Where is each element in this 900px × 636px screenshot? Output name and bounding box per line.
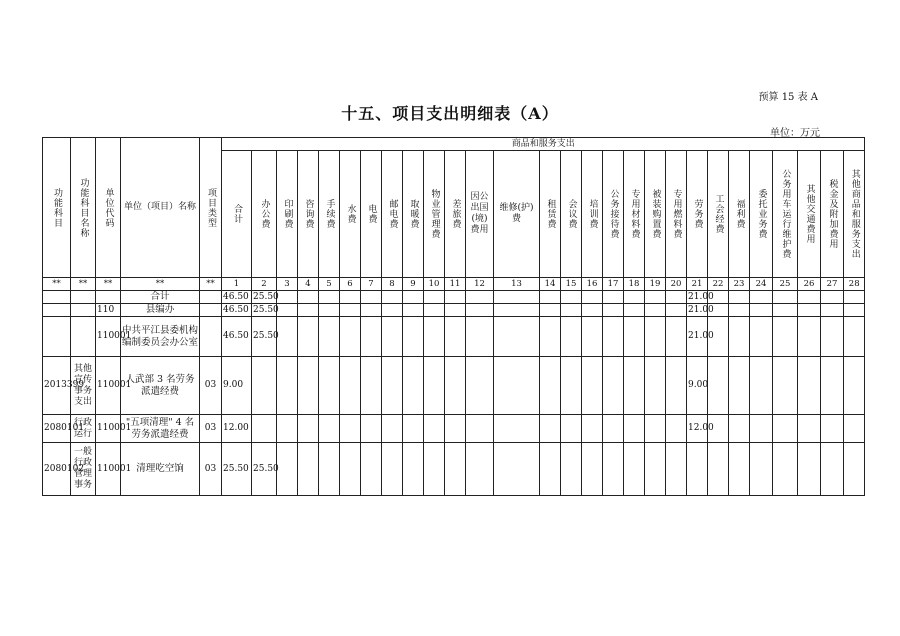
table-cell	[666, 415, 687, 443]
table-cell	[729, 304, 750, 317]
index-cell: **	[200, 278, 222, 291]
table-cell: 21.00	[688, 304, 714, 315]
index-cell: 11	[445, 278, 466, 291]
table-row	[43, 357, 865, 415]
table-cell: 其他宣传事务支出	[71, 357, 96, 415]
table-cell	[424, 304, 445, 317]
index-cell: 17	[603, 278, 624, 291]
column-header: 其他商品和服务支出	[844, 151, 865, 278]
table-cell	[319, 357, 340, 415]
table-cell: 110	[96, 304, 121, 317]
table-cell	[382, 357, 403, 415]
table-cell	[603, 291, 624, 304]
table-cell	[666, 443, 687, 496]
table-cell	[798, 443, 821, 496]
table-cell	[340, 443, 361, 496]
table-cell	[382, 443, 403, 496]
table-cell	[424, 317, 445, 357]
index-cell: 18	[624, 278, 645, 291]
table-cell	[773, 291, 798, 304]
table-cell	[729, 415, 750, 443]
table-cell	[466, 291, 494, 304]
table-cell	[750, 357, 773, 415]
table-cell	[624, 415, 645, 443]
table-cell	[403, 304, 424, 317]
table-cell	[821, 317, 844, 357]
table-cell	[340, 304, 361, 317]
table-cell	[708, 443, 729, 496]
table-cell	[750, 291, 773, 304]
table-cell: 行政运行	[71, 415, 96, 443]
index-cell: 5	[319, 278, 340, 291]
table-cell	[277, 443, 298, 496]
table-cell	[582, 304, 603, 317]
table-cell	[298, 357, 319, 415]
column-header: 被装购置费	[645, 151, 666, 278]
table-cell	[844, 291, 865, 304]
table-cell	[466, 443, 494, 496]
table-cell	[200, 291, 222, 304]
column-header: 水费	[340, 151, 361, 278]
column-header: 取暖费	[403, 151, 424, 278]
index-cell: 15	[561, 278, 582, 291]
table-cell	[773, 317, 798, 357]
table-cell	[361, 415, 382, 443]
table-cell	[561, 357, 582, 415]
header-cell: 单位代码	[96, 138, 121, 278]
table-cell	[424, 443, 445, 496]
table-cell: 46.50	[222, 291, 252, 304]
table-cell	[821, 357, 844, 415]
table-cell	[361, 304, 382, 317]
table-cell	[603, 415, 624, 443]
table-cell	[466, 415, 494, 443]
table-row	[43, 415, 865, 443]
table-cell	[277, 415, 298, 443]
table-cell	[382, 415, 403, 443]
table-cell	[382, 317, 403, 357]
table-cell	[540, 291, 561, 304]
table-cell	[494, 415, 540, 443]
table-cell	[773, 357, 798, 415]
table-cell	[666, 291, 687, 304]
table-cell	[494, 291, 540, 304]
index-cell: **	[96, 278, 121, 291]
table-cell	[540, 443, 561, 496]
table-cell: 9.00	[687, 357, 708, 415]
table-cell: 清理吃空饷	[121, 443, 200, 496]
column-header: 合计	[222, 151, 252, 278]
table-cell	[603, 317, 624, 357]
table-cell	[445, 443, 466, 496]
table-cell	[844, 317, 865, 357]
table-cell	[382, 291, 403, 304]
table-cell: 03	[200, 443, 222, 496]
table-cell	[540, 357, 561, 415]
table-cell	[494, 317, 540, 357]
column-header: 工会经费	[708, 151, 729, 278]
table-row	[43, 317, 865, 357]
table-cell	[445, 317, 466, 357]
table-cell	[340, 317, 361, 357]
table-cell	[645, 317, 666, 357]
table-cell	[798, 357, 821, 415]
table-cell	[582, 357, 603, 415]
index-cell: 25	[773, 278, 798, 291]
index-cell: 3	[277, 278, 298, 291]
table-cell	[773, 304, 798, 317]
table-cell	[361, 443, 382, 496]
index-cell: **	[71, 278, 96, 291]
table-cell	[298, 317, 319, 357]
index-cell: 20	[666, 278, 687, 291]
table-cell	[844, 415, 865, 443]
table-cell	[71, 291, 96, 304]
table-cell	[494, 304, 540, 317]
table-cell	[844, 304, 865, 317]
table-cell: 中共平江县委机构编制委员会办公室	[121, 317, 200, 357]
table-cell	[466, 357, 494, 415]
index-cell: 9	[403, 278, 424, 291]
column-header: 办公费	[252, 151, 277, 278]
column-header: 邮电费	[382, 151, 403, 278]
table-cell	[561, 291, 582, 304]
table-cell	[494, 357, 540, 415]
table-cell: 46.50	[222, 304, 252, 317]
table-cell	[43, 291, 71, 304]
table-cell	[773, 443, 798, 496]
column-header: 福利费	[729, 151, 750, 278]
table-cell	[445, 304, 466, 317]
table-cell	[645, 291, 666, 304]
table-cell	[277, 357, 298, 415]
column-header: 税金及附加费用	[821, 151, 844, 278]
column-header: 培训费	[582, 151, 603, 278]
index-cell: **	[43, 278, 71, 291]
table-cell: 2080102	[43, 443, 71, 496]
index-cell: 6	[340, 278, 361, 291]
table-cell	[277, 291, 298, 304]
table-cell: 25.50	[222, 443, 252, 496]
table-cell: 12.00	[687, 415, 708, 443]
table-cell	[382, 304, 403, 317]
column-header: 会议费	[561, 151, 582, 278]
table-cell	[603, 304, 624, 317]
table-cell	[424, 357, 445, 415]
index-cell: 27	[821, 278, 844, 291]
table-cell: 46.50	[222, 317, 252, 357]
table-cell	[71, 317, 96, 357]
table-cell	[750, 443, 773, 496]
header-cell: 项目类型	[200, 138, 222, 278]
index-cell: 10	[424, 278, 445, 291]
index-cell: 22	[708, 278, 729, 291]
table-cell: 110001	[96, 443, 121, 496]
table-cell	[403, 443, 424, 496]
table-cell: 25.50	[252, 443, 277, 496]
index-cell: 2	[252, 278, 277, 291]
table-cell	[821, 443, 844, 496]
column-header: 印刷费	[277, 151, 298, 278]
table-cell	[624, 317, 645, 357]
table-cell	[340, 415, 361, 443]
table-cell	[844, 443, 865, 496]
table-cell	[666, 304, 687, 317]
table-cell	[71, 304, 96, 317]
index-cell: 13	[494, 278, 540, 291]
table-cell: 2080101	[43, 415, 71, 443]
table-cell: 合计	[121, 291, 200, 304]
index-cell: 7	[361, 278, 382, 291]
table-cell	[708, 357, 729, 415]
column-header: 其他交通费用	[798, 151, 821, 278]
column-header: 委托业务费	[750, 151, 773, 278]
unit-label: 单位：万元	[770, 128, 820, 139]
column-header: 公务接待费	[603, 151, 624, 278]
index-cell: **	[121, 278, 200, 291]
table-cell	[319, 415, 340, 443]
table-cell	[603, 443, 624, 496]
table-cell	[43, 304, 71, 317]
table-cell	[361, 291, 382, 304]
index-cell: 1	[222, 278, 252, 291]
form-code: 预算 15 表 A	[758, 92, 818, 103]
table-cell	[319, 317, 340, 357]
table-cell: 25.50	[253, 291, 279, 302]
table-cell	[445, 357, 466, 415]
table-cell	[844, 357, 865, 415]
table-cell	[319, 304, 340, 317]
column-header: 租赁费	[540, 151, 561, 278]
table-cell	[729, 443, 750, 496]
table-cell: 110001	[96, 317, 121, 357]
table-cell: 21.00	[688, 291, 714, 302]
column-header: 专用燃料费	[666, 151, 687, 278]
table-cell: 人武部 3 名劳务派遣经费	[121, 357, 200, 415]
table-cell	[624, 291, 645, 304]
table-cell: 9.00	[222, 357, 252, 415]
column-header: 手续费	[319, 151, 340, 278]
table-cell	[687, 443, 708, 496]
table-cell: "五项清理" 4 名劳务派遣经费	[121, 415, 200, 443]
table-cell	[798, 291, 821, 304]
table-cell	[821, 304, 844, 317]
column-header: 物业管理费	[424, 151, 445, 278]
table-cell	[624, 357, 645, 415]
column-header: 因公出国(境)费用	[466, 151, 494, 278]
table-cell	[729, 357, 750, 415]
index-cell: 28	[844, 278, 865, 291]
table-cell	[361, 357, 382, 415]
column-header: 电费	[361, 151, 382, 278]
index-cell: 4	[298, 278, 319, 291]
table-cell: 03	[200, 357, 222, 415]
table-cell: 2013399	[43, 357, 71, 415]
table-cell	[252, 415, 277, 443]
table-cell	[540, 415, 561, 443]
table-cell	[666, 317, 687, 357]
table-cell	[298, 443, 319, 496]
table-cell	[729, 291, 750, 304]
table-cell	[773, 415, 798, 443]
table-cell	[277, 304, 298, 317]
group-header: 商品和服务支出	[222, 138, 865, 151]
index-cell: 19	[645, 278, 666, 291]
table-cell	[319, 291, 340, 304]
header-cell: 功能科目	[43, 138, 71, 278]
table-row	[43, 304, 865, 317]
table-cell	[582, 443, 603, 496]
table-cell	[200, 304, 222, 317]
table-cell: 110001	[96, 415, 121, 443]
table-cell	[603, 357, 624, 415]
table-cell	[494, 443, 540, 496]
table-cell	[361, 317, 382, 357]
table-cell	[561, 443, 582, 496]
table-cell	[798, 415, 821, 443]
index-cell: 24	[750, 278, 773, 291]
table-cell	[445, 291, 466, 304]
table-cell	[466, 317, 494, 357]
table-cell	[750, 415, 773, 443]
table-cell	[298, 304, 319, 317]
column-header: 专用材料费	[624, 151, 645, 278]
table-cell: 21.00	[687, 317, 708, 357]
table-cell	[645, 443, 666, 496]
table-cell	[540, 317, 561, 357]
table-cell: 110001	[96, 357, 121, 415]
table-cell: 12.00	[222, 415, 252, 443]
table-cell	[96, 291, 121, 304]
table-cell	[821, 415, 844, 443]
table-cell	[200, 317, 222, 357]
table-cell	[666, 357, 687, 415]
index-cell: 16	[582, 278, 603, 291]
table-row	[43, 291, 865, 304]
table-cell	[729, 317, 750, 357]
table-cell	[561, 304, 582, 317]
table-cell	[403, 317, 424, 357]
index-cell: 14	[540, 278, 561, 291]
table-cell	[424, 291, 445, 304]
table-cell	[645, 357, 666, 415]
column-header: 咨询费	[298, 151, 319, 278]
table-cell: 03	[200, 415, 222, 443]
table-row	[43, 443, 865, 496]
header-cell: 功能科目名称	[71, 138, 96, 278]
table-cell	[582, 317, 603, 357]
table-cell	[540, 304, 561, 317]
table-cell	[798, 317, 821, 357]
table-cell	[624, 443, 645, 496]
table-cell	[298, 291, 319, 304]
table-cell	[561, 317, 582, 357]
table-cell	[645, 415, 666, 443]
table-cell	[466, 304, 494, 317]
table-cell	[403, 291, 424, 304]
table-cell	[798, 304, 821, 317]
index-cell: 23	[729, 278, 750, 291]
table-cell	[582, 291, 603, 304]
column-header: 劳务费	[687, 151, 708, 278]
project-expense-table	[42, 137, 865, 496]
table-cell	[445, 415, 466, 443]
header-cell: 单位（项目）名称	[121, 138, 200, 278]
table-cell	[750, 304, 773, 317]
table-cell	[821, 291, 844, 304]
table-cell	[403, 415, 424, 443]
column-header: 差旅费	[445, 151, 466, 278]
index-cell: 12	[466, 278, 494, 291]
table-cell: 县编办	[121, 304, 200, 317]
table-cell	[340, 357, 361, 415]
table-cell	[403, 357, 424, 415]
table-cell: 25.50	[253, 304, 279, 315]
column-header: 维修(护)费	[494, 151, 540, 278]
table-cell	[298, 415, 319, 443]
table-cell: 一般行政管理事务	[71, 443, 96, 496]
index-cell: 26	[798, 278, 821, 291]
table-cell	[340, 291, 361, 304]
table-cell: 25.50	[252, 317, 277, 357]
table-cell	[252, 357, 277, 415]
table-cell	[561, 415, 582, 443]
column-header: 公务用车运行维护费	[773, 151, 798, 278]
index-cell: 8	[382, 278, 403, 291]
page-title: 十五、项目支出明细表（A）	[341, 104, 559, 123]
table-cell	[582, 415, 603, 443]
table-cell	[624, 304, 645, 317]
table-cell	[43, 317, 71, 357]
table-cell	[424, 415, 445, 443]
table-cell	[645, 304, 666, 317]
index-cell: 21	[687, 278, 708, 291]
table-cell	[277, 317, 298, 357]
table-cell	[750, 317, 773, 357]
table-cell	[319, 443, 340, 496]
